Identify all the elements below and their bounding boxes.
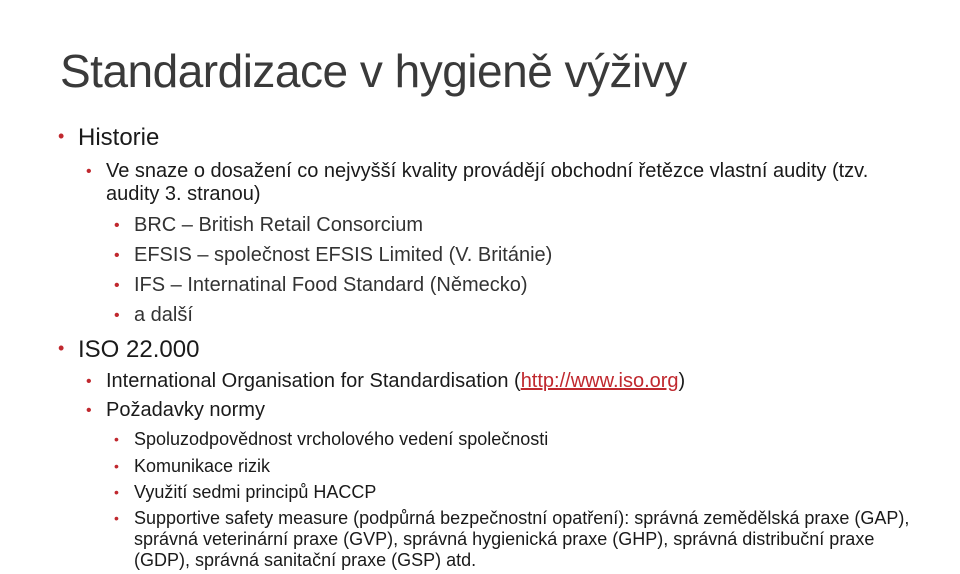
bullet-iso-label: ISO 22.000 xyxy=(78,336,200,363)
historie-item xyxy=(114,214,914,237)
requirement-item xyxy=(114,429,914,450)
bullet-marker: • xyxy=(114,458,119,474)
historie-item xyxy=(114,244,914,267)
historie-item xyxy=(114,274,914,297)
requirement-item-text: Spoluzodpovědnost vrcholového vedení společnosti xyxy=(134,429,549,449)
requirement-item xyxy=(114,482,914,503)
bullet-marker: • xyxy=(86,402,92,419)
bullet-marker: • xyxy=(114,510,119,526)
historie-intro xyxy=(86,160,896,206)
historie-item-text: BRC – British Retail Consorcium xyxy=(134,214,423,236)
historie-item-text: a další xyxy=(134,304,193,326)
bullet-marker: • xyxy=(114,277,120,294)
requirement-item xyxy=(114,508,914,571)
iso-requirements xyxy=(86,399,896,422)
historie-item xyxy=(114,304,914,327)
iso-org xyxy=(86,370,896,393)
requirement-item-text: Využití sedmi principů HACCP xyxy=(134,482,377,502)
bullet-marker: • xyxy=(114,217,120,234)
bullet-marker: • xyxy=(114,247,120,264)
requirement-item-text: Supportive safety measure (podpůrná bezpečnostní opatření): správná zemědělská praxe (GAP), správná veterinární praxe (GVP), správná hygienická praxe (GHP), správná distribuční praxe (GDP), správná sanitační praxe (GSP) atd. xyxy=(134,508,910,570)
bullet-historie xyxy=(58,124,160,152)
bullet-marker: • xyxy=(114,307,120,324)
bullet-iso xyxy=(58,336,200,364)
historie-intro-text: Ve snaze o dosažení co nejvyšší kvality provádějí obchodní řetězce vlastní audity (tzv. audity 3. stranou) xyxy=(106,160,869,205)
requirement-item xyxy=(114,456,914,477)
iso-org-suffix: ) xyxy=(678,370,686,392)
bullet-historie-label: Historie xyxy=(78,124,160,151)
historie-item-text: IFS – Internatinal Food Standard (Německo) xyxy=(134,274,528,296)
bullet-marker: • xyxy=(58,126,65,146)
requirement-item-text: Komunikace rizik xyxy=(134,456,271,476)
bullet-marker: • xyxy=(114,431,119,447)
bullet-marker: • xyxy=(58,338,65,358)
slide-title: Standardizace v hygieně výživy xyxy=(60,45,687,97)
historie-item-text: EFSIS – společnost EFSIS Limited (V. Británie) xyxy=(134,244,553,266)
iso-org-prefix: International Organisation for Standardisation ( xyxy=(106,370,521,392)
bullet-marker: • xyxy=(114,484,119,500)
bullet-marker: • xyxy=(86,163,92,180)
bullet-marker: • xyxy=(86,373,92,390)
iso-requirements-label: Požadavky normy xyxy=(106,399,265,421)
iso-link[interactable]: http://www.iso.org xyxy=(520,370,679,392)
